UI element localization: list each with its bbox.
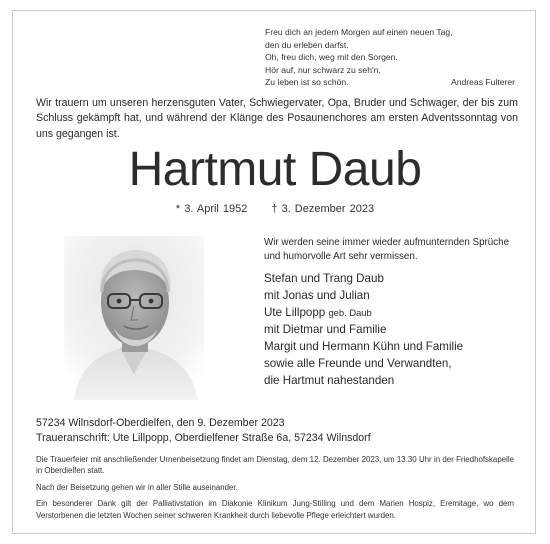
portrait-photo xyxy=(64,236,204,400)
mourners-block xyxy=(264,236,526,389)
birth-date: * 3. April 1952 xyxy=(175,203,248,215)
deceased-name: Hartmut Daub xyxy=(128,143,422,196)
death-date: † 3. Dezember 2023 xyxy=(271,203,375,215)
place-date: 57234 Wilnsdorf-Oberdielfen, den 9. Dezember 2023 xyxy=(36,417,285,429)
family-line: die Hartmut nahestanden xyxy=(264,374,395,387)
family-line-ute xyxy=(264,304,526,321)
funeral-note: Die Trauerfeier mit anschließender Urnenbeisetzung findet am Dienstag, dem 12. Dezember 2023, um 13.30 Uhr in der Friedhofskapelle in Oberdielfen statt. xyxy=(36,455,514,476)
family-name: Ute Lillpopp xyxy=(264,306,326,319)
family-line: sowie alle Freunde und Verwandten, xyxy=(264,357,452,370)
family-line: Stefan und Trang Daub xyxy=(264,272,384,285)
family-list xyxy=(264,270,526,389)
place-and-address xyxy=(36,416,516,446)
family-line: mit Dietmar und Familie xyxy=(264,323,387,336)
family-line: mit Jonas und Julian xyxy=(264,289,370,302)
funeral-note: Ein besonderer Dank gilt der Palliativstation im Diakonie Klinikum Jung-Stilling und dem Marien Hospiz, Eremitage, wo dem Verstorbenen die letzten Wochen seiner schweren Krankheit durch liebevolle Pflege erleichtert wurden. xyxy=(36,499,514,520)
memorial-quote: Wir werden seine immer wieder aufmunternden Sprüche und humorvolle Art sehr vermissen. xyxy=(264,237,510,262)
maiden-name-note: geb. Daub xyxy=(328,307,372,318)
family-line: Margit und Hermann Kühn und Familie xyxy=(264,340,464,353)
funeral-notes xyxy=(36,454,514,526)
poem-line: Freu dich an jedem Morgen auf einen neuen Tag, xyxy=(265,27,453,37)
poem-line: Oh, freu dich, weg mit den Sorgen. xyxy=(265,52,398,63)
poem-author: Andreas Fulterer xyxy=(450,77,515,88)
intro-text: Wir trauern um unseren herzensguten Vater, Schwiegervater, Opa, Bruder und Schwager, der bis zum Schluss gekämpft hat, und während der Klänge des Posaunenchores am ersten Adventssonntag von uns gegangen ist. xyxy=(36,97,518,140)
poem xyxy=(265,26,515,89)
mourning-address: Traueranschrift: Ute Lillpopp, Oberdielfener Straße 6a, 57234 Wilnsdorf xyxy=(36,432,371,444)
funeral-note: Nach der Beisetzung gehen wir in aller Stille auseinander. xyxy=(36,482,238,492)
poem-line: Hör auf, nur schwarz zu seh'n, xyxy=(265,64,381,75)
life-dates xyxy=(0,203,550,215)
poem-line: den du erleben darfst. xyxy=(265,39,349,50)
poem-line: Zu leben ist so schön. xyxy=(265,77,349,88)
